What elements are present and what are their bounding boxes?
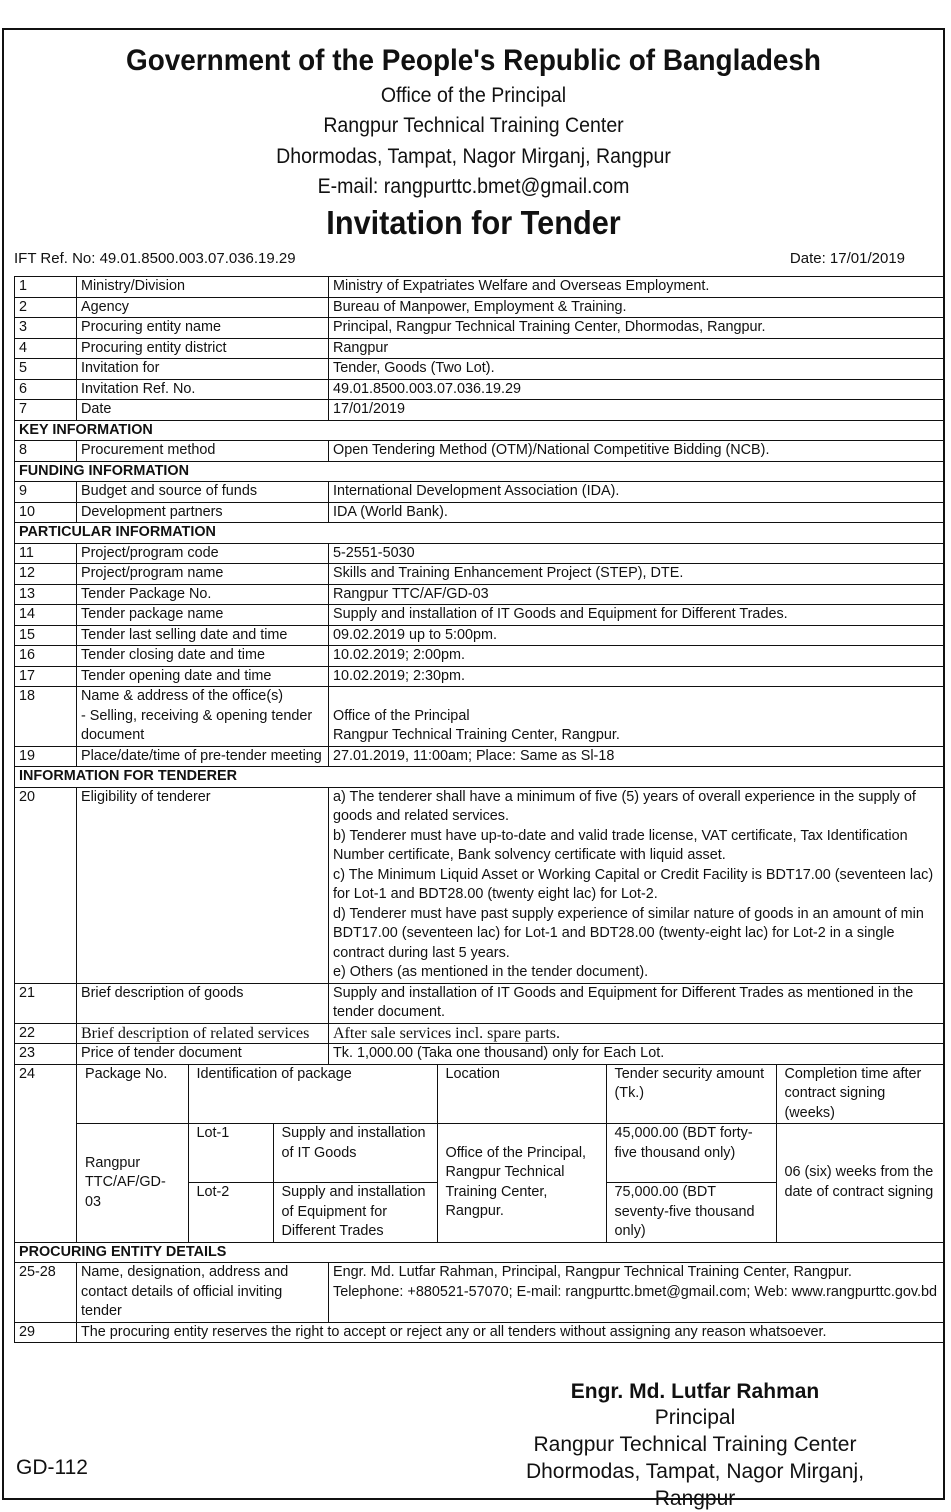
table-row — [15, 543, 945, 564]
cell-no: 7 — [15, 400, 77, 421]
eligibility-e: e) Others (as mentioned in the tender document). — [333, 964, 649, 980]
row18-value-line2: Rangpur Technical Training Center, Rangpur. — [333, 727, 620, 743]
signatory-address: Dhormodas, Tampat, Nagor Mirganj, Rangpur — [525, 1460, 865, 1510]
eligibility-b: b) Tenderer must have up-to-date and valid trade license, VAT certificate, Tax Identification Number certificate, Bank solvency certificate with liquid asset. — [333, 827, 908, 863]
cell-value: Rangpur — [329, 338, 945, 359]
signatory-name: Engr. Md. Lutfar Rahman — [570, 1380, 820, 1403]
center-line: Rangpur Technical Training Center — [323, 114, 624, 137]
section-information-for-tenderer: INFORMATION FOR TENDERER — [15, 767, 945, 788]
cell-value: Ministry of Expatriates Welfare and Overseas Employment. — [329, 277, 945, 298]
section-key-information: KEY INFORMATION — [15, 420, 945, 441]
table-row — [15, 605, 945, 626]
email-line: E-mail: rangpurttc.bmet@gmail.com — [317, 175, 630, 198]
notice-date: Date: 17/01/2019 — [789, 250, 905, 267]
table-row — [15, 584, 945, 605]
cell-no: 5 — [15, 359, 77, 380]
cell-no: 3 — [15, 318, 77, 339]
signatory-designation: Principal — [654, 1406, 736, 1429]
table-row: 20 Eligibility of tenderer a) The tenderer shall have a minimum of five (5) years of overall experience in the supply of goods and related services. b) Tenderer must have up-to-date and valid trade license, VAT certificate, Tax Identification Number certificate, Bank solvency certificate with liquid asset. c) The Minimum Liquid Asset or Working Capital or Credit Facility is BDT17.00 (seventeen lac) for Lot-1 and BDT28.00 (twenty eight lac) for Lot-2. d) Tenderer must have past supply experience of similar nature of goods in an amount of min BDT17.00 (seventeen lac) for Lot-1 and BDT28.00 (twenty-eight lac) for Lot-2 in a single contract during last 5 years. e) Others (as mentioned in the tender document). — [15, 787, 945, 983]
cell-no: 14 — [15, 605, 77, 626]
table-row — [15, 338, 945, 359]
cell-value: Rangpur TTC/AF/GD-03 — [329, 584, 945, 605]
cell-item: Project/program name — [77, 564, 329, 585]
signature-block — [485, 1380, 905, 1512]
table-row — [15, 277, 945, 298]
table-row — [15, 318, 945, 339]
table-row: 22 Brief description of related services After sale services incl. spare parts. — [15, 1023, 945, 1044]
cell-no: 12 — [15, 564, 77, 585]
tender-table — [14, 276, 945, 1343]
cell-value: Bureau of Manpower, Employment & Training. — [329, 297, 945, 318]
table-row: 29 The procuring entity reserves the right to accept or reject any or all tenders without assigning any reason whatsoever. — [15, 1322, 945, 1343]
cell-item: Invitation Ref. No. — [77, 379, 329, 400]
package-lot-row: Rangpur TTC/AF/GD-03 Lot-1 Supply and installation of IT Goods Office of the Principal, Rangpur Technical Training Center, Rangpur. 45,000.00 (BDT forty-five thousand only) 06 (six) weeks from the date of contract signing — [77, 1124, 944, 1183]
cell-no: 11 — [15, 543, 77, 564]
government-heading: Government of the People's Republic of Bangladesh — [126, 44, 821, 77]
table-row — [15, 625, 945, 646]
table-row — [15, 297, 945, 318]
office-line: Office of the Principal — [380, 84, 567, 107]
cell-no: 13 — [15, 584, 77, 605]
cell-item: Procuring entity district — [77, 338, 329, 359]
table-row: 24 Package No. Identification of package Location Tender security amount (Tk.) Completion time after contract signing (weeks) Rangpur TTC/AF/GD-03 Lot-1 Supply and installation of IT Goods Office of the Principal, Rangpur Technical Training Center, Rangpur. 45,000.00 (BDT forty-five thousand only) 06 (six) weeks from the date of contract signing Lot-2 Supply and installation of Equipment for Different Trades 75,000.00 (BDT seventy-five thousand only) — [15, 1064, 945, 1242]
table-row — [15, 646, 945, 667]
eligibility-a: a) The tenderer shall have a minimum of five (5) years of overall experience in the supply of goods and related services. — [333, 788, 916, 824]
table-row: 18 Name & address of the office(s) - Selling, receiving & opening tender document Office of the Principal Rangpur Technical Training Center, Rangpur. — [15, 687, 945, 747]
cell-no: 16 — [15, 646, 77, 667]
cell-value: Tender, Goods (Two Lot). — [329, 359, 945, 380]
cell-item: Ministry/Division — [77, 277, 329, 298]
cell-no: 15 — [15, 625, 77, 646]
signatory-center: Rangpur Technical Training Center — [533, 1433, 857, 1456]
table-row — [15, 502, 945, 523]
table-row — [15, 379, 945, 400]
cell-value: 49.01.8500.003.07.036.19.29 — [329, 379, 945, 400]
table-row: 21 Brief description of goods Supply and installation of IT Goods and Equipment for Different Trades as mentioned in the tender document. — [15, 983, 945, 1023]
cell-item: Procuring entity name — [77, 318, 329, 339]
table-row: 19 Place/date/time of pre-tender meeting 27.01.2019, 11:00am; Place: Same as Sl-18 — [15, 746, 945, 767]
cell-item: Invitation for — [77, 359, 329, 380]
cell-value: Principal, Rangpur Technical Training Center, Dhormodas, Rangpur. — [329, 318, 945, 339]
table-row — [15, 666, 945, 687]
table-row: 25-28 Name, designation, address and contact details of official inviting tender Engr. Md. Lutfar Rahman, Principal, Rangpur Technical Training Center, Rangpur. Telephone: +880521-57070; E-mail: rangpurttc.bmet@gmail.com; Web: www.rangpurttc.gov.bd — [15, 1263, 945, 1323]
row18-item: Name & address of the office(s) — [81, 688, 284, 704]
cell-item: Tender package name — [77, 605, 329, 626]
row18-value-line1: Office of the Principal — [333, 707, 470, 724]
ift-ref: IFT Ref. No: 49.01.8500.003.07.036.19.29 — [14, 250, 296, 267]
cell-no: 2 — [15, 297, 77, 318]
address-line: Dhormodas, Tampat, Nagor Mirganj, Rangpur — [276, 145, 671, 168]
cell-item: Tender closing date and time — [77, 646, 329, 667]
table-row — [15, 564, 945, 585]
cell-value: 17/01/2019 — [329, 400, 945, 421]
section-particular-information: PARTICULAR INFORMATION — [15, 523, 945, 544]
gd-code: GD-112 — [16, 1456, 88, 1479]
section-funding-information: FUNDING INFORMATION — [15, 461, 945, 482]
official-line2: Telephone: +880521-57070; E-mail: rangpurttc.bmet@gmail.com; Web: www.rangpurttc.gov.bd — [333, 1283, 938, 1300]
cell-item: Tender last selling date and time — [77, 625, 329, 646]
cell-value: 10.02.2019; 2:30pm. — [329, 666, 945, 687]
cell-item: Development partners — [77, 502, 329, 523]
table-row — [15, 359, 945, 380]
cell-no: 4 — [15, 338, 77, 359]
cell-value: IDA (World Bank). — [329, 502, 945, 523]
cell-item: Budget and source of funds — [77, 482, 329, 503]
cell-item: Date — [77, 400, 329, 421]
reference-row — [14, 250, 905, 267]
page-title: Invitation for Tender — [326, 204, 621, 241]
table-row: 8 Procurement method Open Tendering Method (OTM)/National Competitive Bidding (NCB). — [15, 441, 945, 462]
cell-item: Project/program code — [77, 543, 329, 564]
cell-item: Tender Package No. — [77, 584, 329, 605]
tender-notice — [2, 28, 945, 1510]
cell-no: 17 — [15, 666, 77, 687]
package-header-row: Package No. Identification of package Location Tender security amount (Tk.) Completion time after contract signing (weeks) — [77, 1065, 944, 1124]
eligibility-c: c) The Minimum Liquid Asset or Working Capital or Credit Facility is BDT17.00 (seventeen lac) for Lot-1 and BDT28.00 (twenty eight lac) for Lot-2. — [333, 866, 934, 902]
section-procuring-entity-details: PROCURING ENTITY DETAILS — [15, 1242, 945, 1263]
cell-item: Tender opening date and time — [77, 666, 329, 687]
cell-value: Skills and Training Enhancement Project (STEP), DTE. — [329, 564, 945, 585]
eligibility-d: d) Tenderer must have past supply experience of similar nature of goods in an amount of min BDT17.00 (seventeen lac) for Lot-1 and BDT28.00 (twenty-eight lac) for Lot-2 in a single contract during last 5 years. — [333, 905, 924, 961]
cell-value: 09.02.2019 up to 5:00pm. — [329, 625, 945, 646]
cell-value: Supply and installation of IT Goods and Equipment for Different Trades. — [329, 605, 945, 626]
table-row — [15, 482, 945, 503]
official-line1: Engr. Md. Lutfar Rahman, Principal, Rangpur Technical Training Center, Rangpur. — [333, 1264, 852, 1280]
cell-item: Agency — [77, 297, 329, 318]
cell-no: 9 — [15, 482, 77, 503]
cell-no: 10 — [15, 502, 77, 523]
table-row: 23 Price of tender document Tk. 1,000.00 (Taka one thousand) only for Each Lot. — [15, 1044, 945, 1065]
row18-sub-item: - Selling, receiving & opening tender document — [81, 707, 313, 743]
table-row — [15, 400, 945, 421]
package-table — [77, 1065, 944, 1242]
cell-value: 10.02.2019; 2:00pm. — [329, 646, 945, 667]
cell-no: 6 — [15, 379, 77, 400]
cell-value: 5-2551-5030 — [329, 543, 945, 564]
cell-value: International Development Association (IDA). — [329, 482, 945, 503]
package-lot-row: Lot-2 Supply and installation of Equipment for Different Trades 75,000.00 (BDT seventy-five thousand only) — [77, 1183, 944, 1242]
cell-no: 1 — [15, 277, 77, 298]
